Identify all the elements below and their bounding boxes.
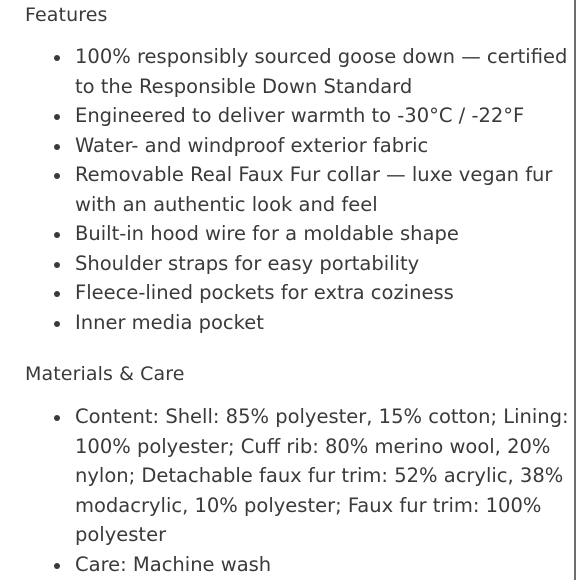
list-item: [0, 131, 560, 161]
bullet-icon: [54, 144, 60, 150]
list-item-text: Built-in hood wire for a moldable shape: [75, 222, 459, 245]
list-item-text: Shoulder straps for easy portability: [75, 251, 420, 275]
bullet-icon: [54, 173, 60, 179]
bullet-icon: [54, 55, 60, 61]
list-item: [0, 249, 560, 279]
bullet-icon: [54, 114, 60, 120]
list-item: [0, 219, 560, 249]
list-item: [0, 42, 568, 101]
list-item: [0, 308, 560, 338]
list-item: [0, 160, 560, 219]
features-list: [0, 42, 568, 337]
materials-care-heading: Materials & Care: [25, 363, 185, 385]
list-item-text: Inner media pocket: [75, 310, 264, 334]
bullet-icon: [54, 563, 60, 569]
list-item-text: Water- and windproof exterior fabric: [75, 133, 429, 157]
list-item: [0, 278, 560, 308]
list-item-text: Care: Machine wash: [75, 552, 272, 576]
bullet-icon: [54, 232, 60, 238]
list-item-text: with an authentic look and feel: [75, 192, 378, 216]
list-item-text: 100% polyester; Cuff rib: 80% merino wool, 20%: [75, 434, 551, 458]
list-item-text: polyester: [75, 523, 167, 546]
bullet-icon: [54, 262, 60, 268]
bullet-icon: [54, 321, 60, 327]
list-item-text: Removable Real Faux Fur collar — luxe vegan fur: [75, 163, 553, 186]
list-item-text: to the Responsible Down Standard: [75, 74, 413, 98]
list-item: [0, 402, 569, 550]
list-item: [0, 101, 560, 131]
list-item-text: Content: Shell: 85% polyester, 15% cotton; Lining:: [75, 405, 569, 428]
features-heading: Features: [25, 4, 108, 26]
list-item-text: modacrylic, 10% polyester; Faux fur trim: 100%: [75, 493, 542, 517]
list-item-text: 100% responsibly sourced goose down — certified: [75, 45, 568, 68]
list-item-text: Fleece-lined pockets for extra coziness: [75, 281, 454, 304]
list-item-text: nylon; Detachable faux fur trim: 52% acrylic, 38%: [75, 464, 564, 487]
list-item: [0, 550, 560, 580]
bullet-icon: [54, 415, 60, 421]
materials-care-list: [0, 402, 569, 579]
bullet-icon: [54, 291, 60, 297]
list-item-text: Engineered to deliver warmth to -30°C / -22°F: [75, 104, 525, 127]
